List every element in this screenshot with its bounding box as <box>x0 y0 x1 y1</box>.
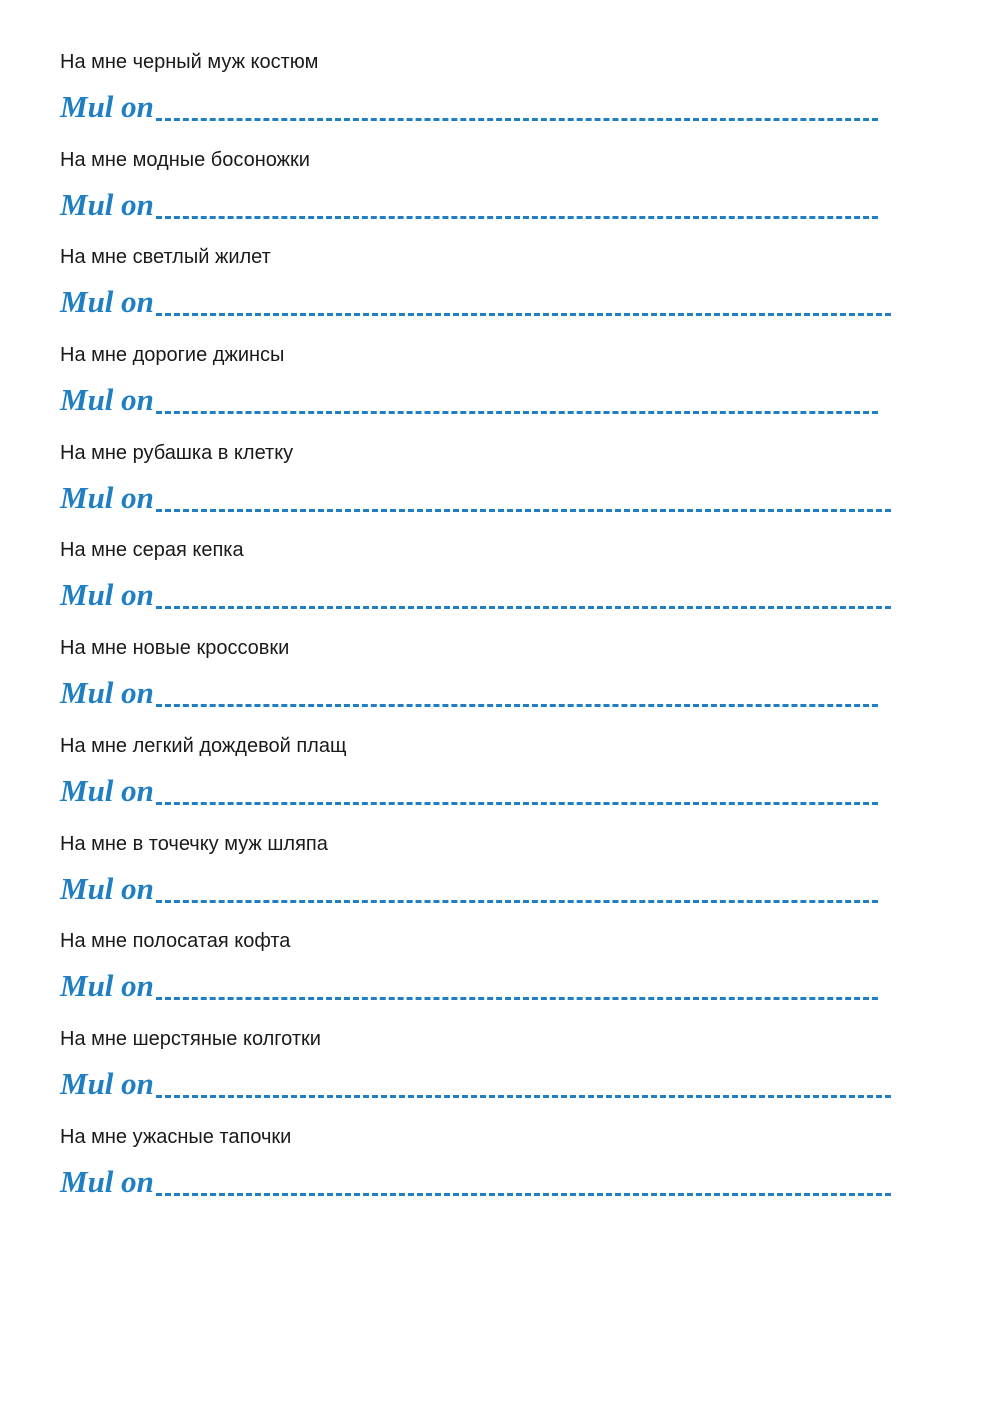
answer-row <box>60 674 878 710</box>
answer-row <box>60 283 891 319</box>
answer-blank-line[interactable] <box>156 802 878 805</box>
exercise-item <box>60 47 920 145</box>
answer-blank-line[interactable] <box>156 216 878 219</box>
exercise-item <box>60 535 920 633</box>
exercise-item <box>60 633 920 731</box>
answer-label: Mul on <box>60 284 154 320</box>
prompt-text: На мне легкий дождевой плащ <box>60 734 347 757</box>
exercise-item <box>60 1024 920 1122</box>
answer-label: Mul on <box>60 382 154 418</box>
answer-blank-line[interactable] <box>156 313 891 316</box>
prompt-text: На мне шерстяные колготки <box>60 1027 321 1050</box>
answer-row <box>60 88 878 124</box>
answer-label: Mul on <box>60 186 154 222</box>
answer-label: Mul on <box>60 479 154 515</box>
answer-blank-line[interactable] <box>156 704 878 707</box>
answer-blank-line[interactable] <box>156 118 878 121</box>
exercise-item <box>60 242 920 340</box>
answer-blank-line[interactable] <box>156 509 891 512</box>
answer-label: Mul on <box>60 675 154 711</box>
answer-blank-line[interactable] <box>156 1095 891 1098</box>
answer-label: Mul on <box>60 968 154 1004</box>
exercise-item <box>60 1122 920 1220</box>
answer-blank-line[interactable] <box>156 900 878 903</box>
answer-row <box>60 576 891 612</box>
exercise-item <box>60 340 920 438</box>
answer-row <box>60 1163 891 1199</box>
answer-label: Mul on <box>60 1163 154 1199</box>
answer-row <box>60 1065 891 1101</box>
answer-label: Mul on <box>60 89 154 124</box>
answer-label: Mul on <box>60 577 154 613</box>
answer-row <box>60 381 878 417</box>
prompt-text: На мне рубашка в клетку <box>60 441 294 464</box>
answer-label: Mul on <box>60 1065 154 1101</box>
exercise-list <box>60 47 920 1219</box>
prompt-text: На мне новые кроссовки <box>60 637 290 660</box>
answer-blank-line[interactable] <box>156 411 878 414</box>
answer-blank-line[interactable] <box>156 1193 891 1196</box>
answer-row <box>60 870 878 906</box>
exercise-item <box>60 731 920 829</box>
prompt-text: На мне полосатая кофта <box>60 930 291 953</box>
prompt-text: На мне модные босоножки <box>60 148 310 171</box>
exercise-item <box>60 145 920 243</box>
prompt-text: На мне ужасные тапочки <box>60 1125 292 1148</box>
prompt-text: На мне в точечку муж шляпа <box>60 832 328 855</box>
exercise-item <box>60 829 920 927</box>
prompt-text: На мне дорогие джинсы <box>60 344 285 367</box>
answer-row <box>60 186 878 222</box>
prompt-text: На мне светлый жилет <box>60 246 271 269</box>
answer-label: Mul on <box>60 870 154 906</box>
prompt-text: На мне серая кепка <box>60 539 244 562</box>
prompt-text: На мне черный муж костюм <box>60 51 319 73</box>
exercise-item <box>60 438 920 536</box>
answer-row <box>60 479 891 515</box>
answer-row <box>60 967 878 1003</box>
answer-label: Mul on <box>60 772 154 808</box>
answer-row <box>60 772 878 808</box>
answer-blank-line[interactable] <box>156 997 878 1000</box>
exercise-item <box>60 926 920 1024</box>
answer-blank-line[interactable] <box>156 606 891 609</box>
